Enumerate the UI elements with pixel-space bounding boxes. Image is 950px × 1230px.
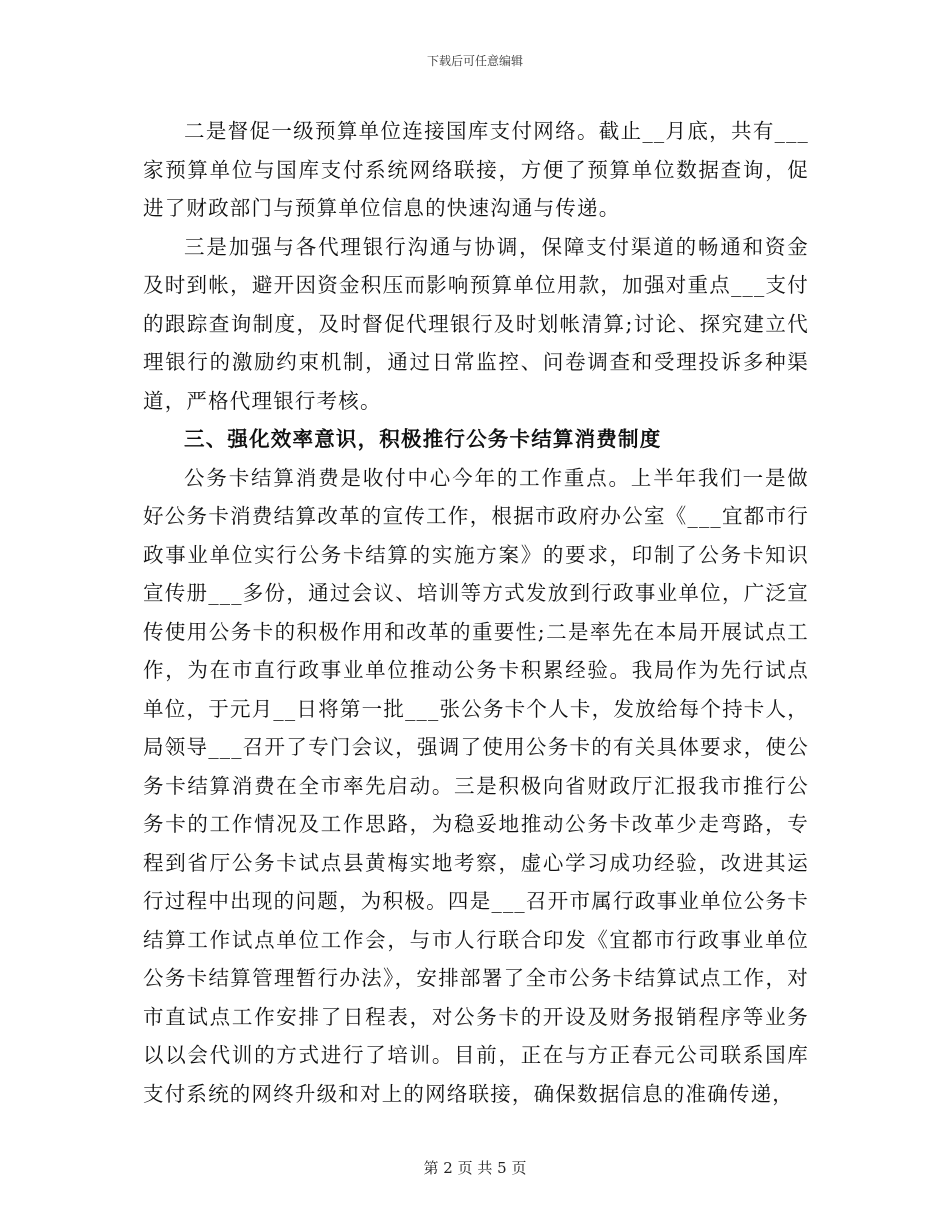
- paragraph-network-connection: 二是督促一级预算单位连接国库支付网络。截止__月底，共有___家预算单位与国库支付系统网络联接，方便了预算单位数据查询，促进了财政部门与预算单位信息的快速沟通与传递。: [143, 119, 809, 220]
- paragraph-agent-bank-coordination: 三是加强与各代理银行沟通与协调，保障支付渠道的畅通和资金及时到帐，避开因资金积压而影响预算单位用款，加强对重点___支付的跟踪查询制度，及时督促代理银行及时划帐清算;讨论、探究建立代理银行的激励约束机制，通过日常监控、问卷调查和受理投诉多种渠道，严格代理银行考核。: [143, 234, 809, 413]
- page-number-footer: 第 2 页 共 5 页: [423, 1159, 527, 1177]
- paragraph-official-card-settlement: 公务卡结算消费是收付中心今年的工作重点。上半年我们一是做好公务卡消费结算改革的宣传工作，根据市政府办公室《___宜都市行政事业单位实行公务卡结算的实施方案》的要求，印制了公务卡知识宣传册___多份，通过会议、培训等方式发放到行政事业单位，广泛宣传使用公务卡的积极作用和改革的重要性;二是率先在本局开展试点工作，为在市直行政事业单位推动公务卡积累经验。我局作为先行试点单位，于元月__日将第一批___张公务卡个人卡，发放给每个持卡人，局领导___召开了专门会议，强调了使用公务卡的有关具体要求，使公务卡结算消费在全市率先启动。三是积极向省财政厅汇报我市推行公务卡的工作情况及工作思路，为稳妥地推动公务卡改革少走弯路，专程到省厅公务卡试点县黄梅实地考察，虚心学习成功经验，改进其运行过程中出现的问题，为积极。四是___召开市属行政事业单位公务卡结算工作试点单位工作会，与市人行联合印发《宜都市行政事业单位公务卡结算管理暂行办法》，安排部署了全市公务卡结算试点工作，对市直试点工作安排了日程表，对公务卡的开设及财务报销程序等业务以以会代训的方式进行了培训。目前，正在与方正春元公司联系国库支付系统的网终升级和对上的网络联接，确保数据信息的准确传递，: [143, 465, 809, 1106]
- document-body: [143, 112, 809, 1113]
- page-header: 下载后可任意编辑: [426, 54, 523, 68]
- section-heading-official-card: 三、强化效率意识，积极推行公务卡结算消费制度: [184, 427, 662, 451]
